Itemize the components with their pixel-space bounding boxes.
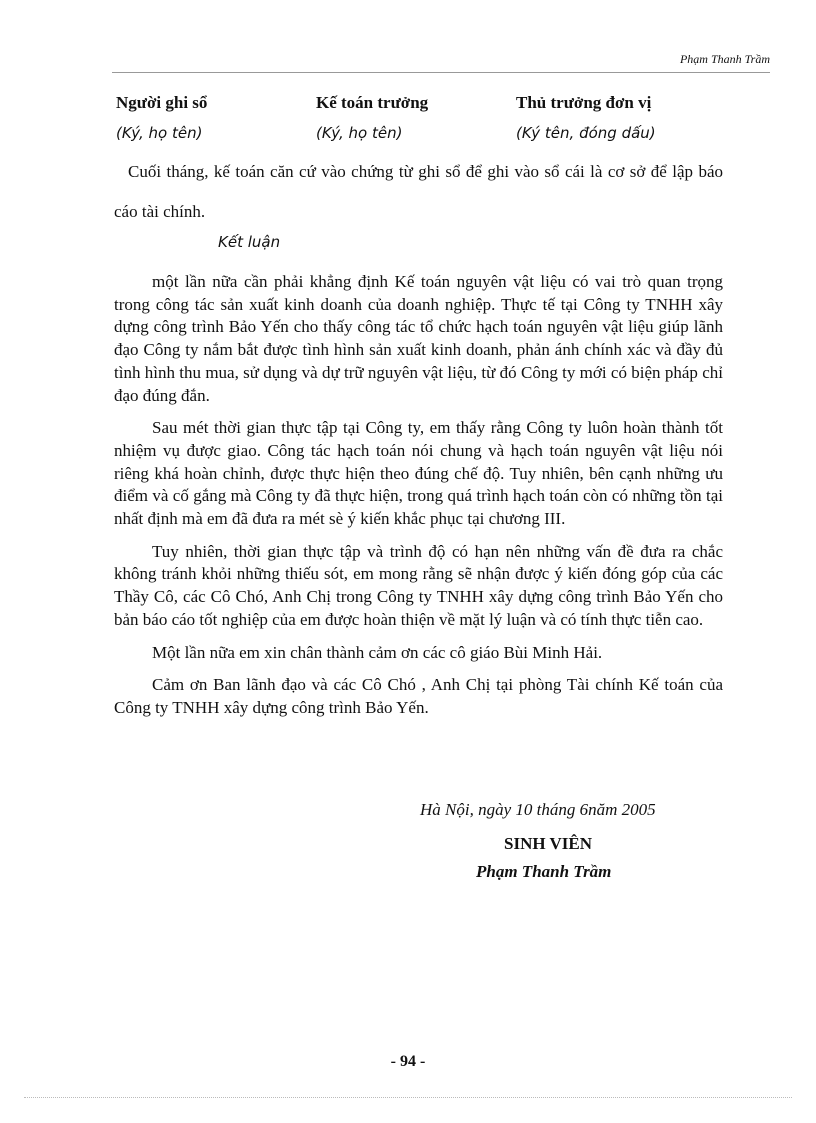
footer-divider xyxy=(24,1097,792,1098)
header-divider xyxy=(112,72,770,73)
signature-role-director: Thủ trưởng đơn vị xyxy=(516,93,652,112)
closing-name: Phạm Thanh Trầm xyxy=(476,862,612,881)
paragraph-4: Một lần nữa em xin chân thành cảm ơn các cô giáo Bùi Minh Hải. xyxy=(152,642,603,662)
closing-role: SINH VIÊN xyxy=(504,834,593,853)
paragraph-3: Tuy nhiên, thời gian thực tập và trình độ có hạn nên những vấn đề đưa ra chắc không tránh khỏi những thiếu sót, em mong rằng sẽ nhận được ý kiến đóng góp của các Thầy Cô, các Cô Chó, Anh Chị trong Công ty TNHH xây dựng công trình Bảo Yến cho bản báo cáo tốt nghiệp của em được hoàn thiện về mặt lý luận và có tính thực tiễn cao. xyxy=(114,541,723,629)
conclusion-body xyxy=(114,271,723,730)
signature-roles xyxy=(116,93,716,113)
paragraph-1: một lần nữa cần phải khẳng định Kế toán nguyên vật liệu có vai trò quan trọng trong công tác sản xuất kinh doanh của doanh nghiệp. Thực tế tại Công ty TNHH xây dựng công trình Bảo Yến cho thấy công tác tổ chức hạch toán nguyên vật liệu giúp lãnh đạo Công ty nắm bắt được tình hình sản xuất kinh doanh, phản ánh chính xác và đầy đủ tình hình thu mua, sử dụng và dự trữ nguyên vật liệu, từ đó Công ty mới có biện pháp chỉ đạo đúng đắn. xyxy=(114,272,723,405)
signature-hint-chief-accountant: (Ký, họ tên) xyxy=(316,124,403,142)
signature-hints xyxy=(116,124,716,142)
intro-paragraph: Cuối tháng, kế toán căn cứ vào chứng từ ghi sổ để ghi vào sổ cái là cơ sở để lập báo cáo tài chính. xyxy=(114,162,723,221)
paragraph-5: Cảm ơn Ban lãnh đạo và các Cô Chó , Anh Chị tại phòng Tài chính Kế toán của Công ty TNHH xây dựng công trình Bảo Yến. xyxy=(114,675,723,717)
signature-role-recorder: Người ghi sổ xyxy=(116,93,208,112)
closing-date: Hà Nội, ngày 10 tháng 6năm 2005 xyxy=(420,800,656,819)
paragraph-2: Sau mét thời gian thực tập tại Công ty, em thấy rằng Công ty luôn hoàn thành tốt nhiệm vụ được giao. Công tác hạch toán nói chung và hạch toán nguyên vật liệu nói riêng khá hoàn chỉnh, được thực hiện theo đúng chế độ. Tuy nhiên, bên cạnh những ưu điểm và cố gắng mà Công ty đã thực hiện, trong quá trình hạch toán còn có những tồn tại nhất định mà em đã đưa ra mét sè ý kiến khắc phục tại chương III. xyxy=(114,418,723,529)
page-number: - 94 - xyxy=(390,1053,426,1070)
signature-hint-director: (Ký tên, đóng dấu) xyxy=(516,124,656,142)
header-author: Phạm Thanh Trầm xyxy=(679,52,770,66)
signature-hint-recorder: (Ký, họ tên) xyxy=(116,124,203,142)
signature-role-chief-accountant: Kế toán trưởng xyxy=(316,93,429,112)
conclusion-heading: Kết luận xyxy=(218,233,281,251)
